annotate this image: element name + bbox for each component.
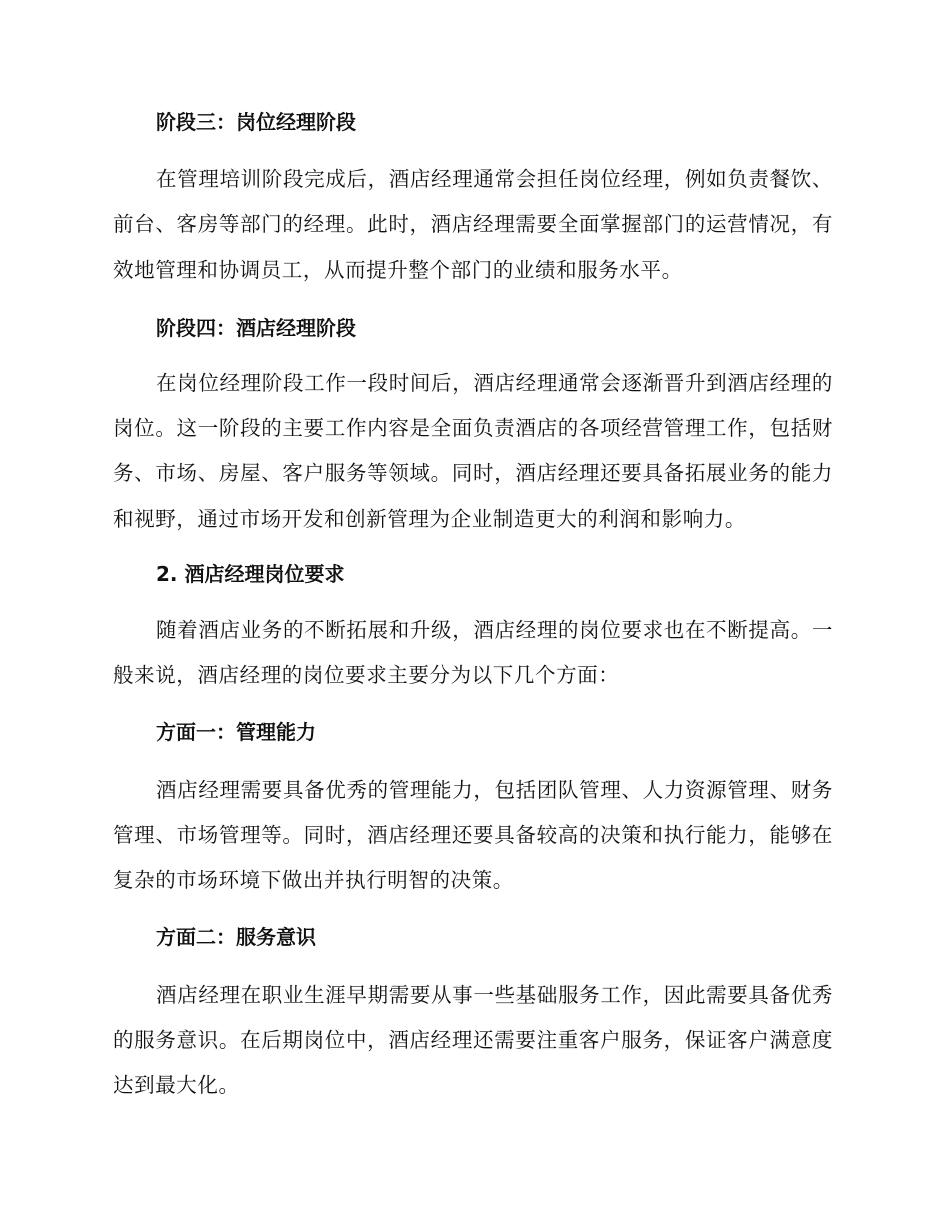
section-heading-requirements: 2. 酒店经理岗位要求 — [156, 562, 345, 587]
section-heading-stage-four: 阶段四：酒店经理阶段 — [156, 315, 356, 340]
section-paragraph-stage-three: 在管理培训阶段完成后，酒店经理通常会担任岗位经理，例如负责餐饮、前台、客房等部门的经理。此时，酒店经理需要全面掌握部门的运营情况，有效地管理和协调员工，从而提升整个部门的业绩和服务水平。 — [113, 167, 833, 282]
section-heading-stage-three: 阶段三：岗位经理阶段 — [156, 110, 356, 134]
section-paragraph-management: 酒店经理需要具备优秀的管理能力，包括团队管理、人力资源管理、财务管理、市场管理等。同时，酒店经理还要具备较高的决策和执行能力，能够在复杂的市场环境下做出并执行明智的决策。 — [113, 777, 833, 893]
section-paragraph-service: 酒店经理在职业生涯早期需要从事一些基础服务工作，因此需要具备优秀的服务意识。在后期岗位中，酒店经理还需要注重客户服务，保证客户满意度达到最大化。 — [113, 982, 833, 1098]
section-heading-management: 方面一：管理能力 — [156, 719, 316, 744]
section-paragraph-requirements: 随着酒店业务的不断拓展和升级，酒店经理的岗位要求也在不断提高。一般来说，酒店经理的岗位要求主要分为以下几个方面： — [113, 618, 833, 688]
document-page — [113, 108, 833, 1108]
section-heading-service: 方面二：服务意识 — [156, 924, 316, 949]
section-paragraph-stage-four: 在岗位经理阶段工作一段时间后，酒店经理通常会逐渐晋升到酒店经理的岗位。这一阶段的主要工作内容是全面负责酒店的各项经营管理工作，包括财务、市场、房屋、客户服务等领域。同时，酒店经理还要具备拓展业务的能力和视野，通过市场开发和创新管理为企业制造更大的利润和影响力。 — [113, 370, 833, 531]
